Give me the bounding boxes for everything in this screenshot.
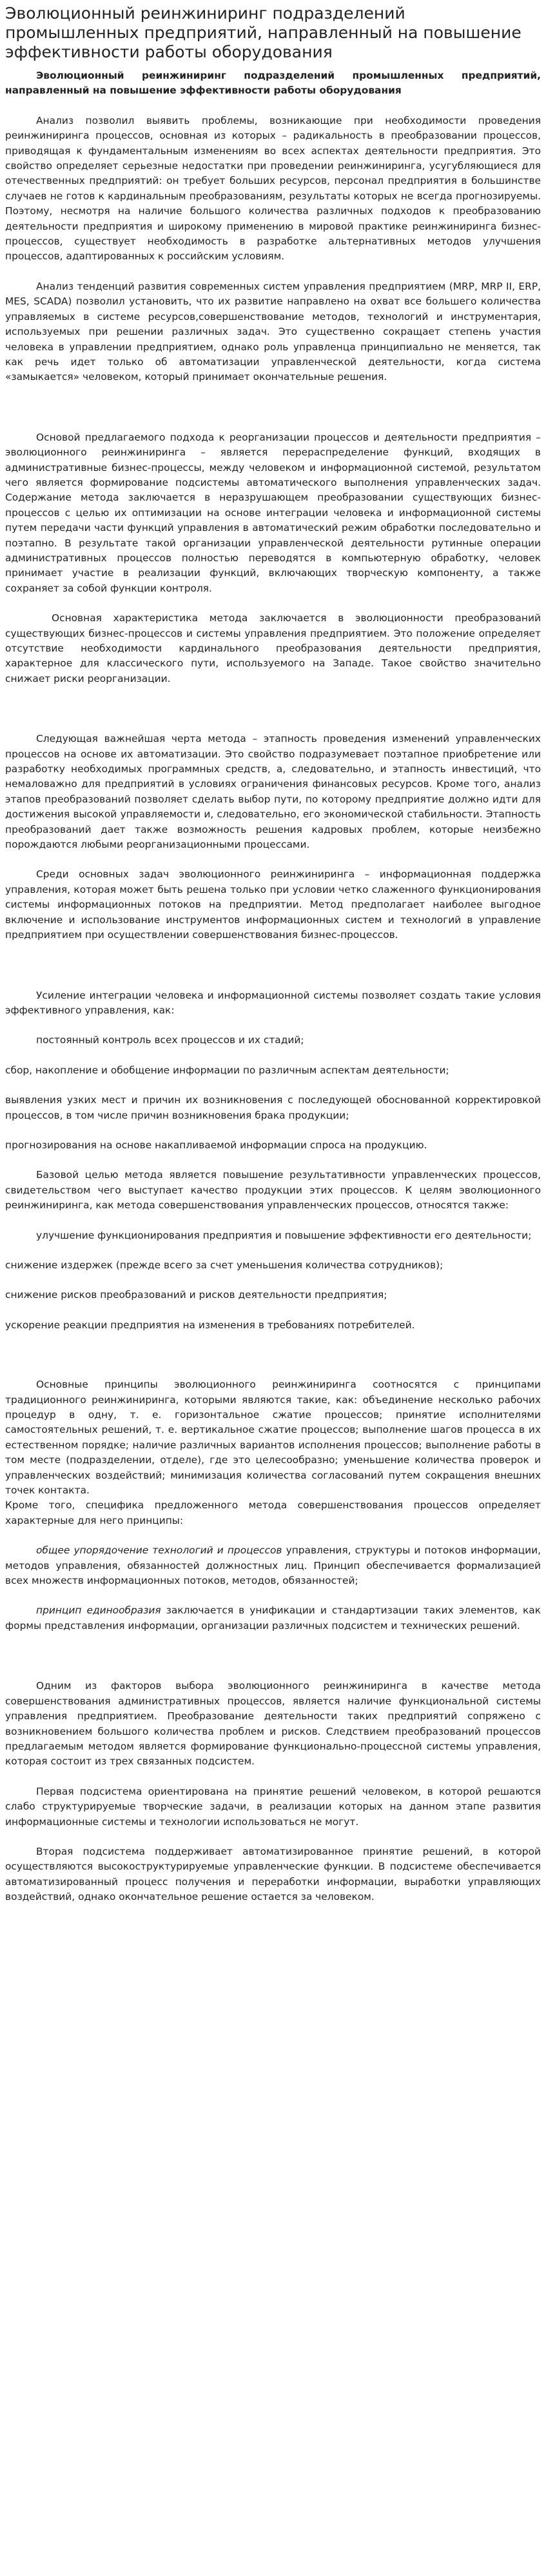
paragraph: Основная характеристика метода заключается в эволюционности преобразований существующих бизнес-процессов и системы управления предприятием. Это положение определяет отсутствие необходимости кардинального преобразования деятельности предприятия, характерное для классического пути, используемого на Западе. Такое свойство значительно снижает риски реорганизации.	[5, 612, 541, 684]
paragraph: Следующая важнейшая черта метода – этапность проведения изменений управленческих процессов на основе их автоматизации. Это свойство подразумевает поэтапное приобретение или разработку необходимых программных средств, а, следовательно, и этапность инвестиций, что немаловажно для предприятий в условиях ограничения финансовых ресурсов. Кроме того, анализ этапов преобразований позволяет сделать выбор пути, по которому предприятие должно идти для достижения высокой управляемости и, следовательно, его экономической стабильности. Этапность преобразований дает также возможность решения кадровых проблем, которые неизбежно порождаются любыми реорганизационными процессами.	[5, 733, 541, 851]
paragraph: Усиление интеграции человека и информационной системы позволяет создать такие условия эффективного управления, как:	[5, 989, 541, 1016]
list-item: общее упорядочение технологий и процессов управления, структуры и потоков информации, методов управления, обязанностей должностных лиц. Принцип обеспечивается формализацией всех множеств информационных потоков, методов, обязанностей;	[5, 1544, 541, 1587]
paragraph: Анализ тенденций развития современных систем управления предприятием (MRP, MRP II, ERP, MES, SCADA) позволил установить, что их развитие направлено на охват все большего количества управляемых в системе ресурсов,совершенствование методов, технологий и инструментария, используемых при решении различных задач. Это существенно сокращает степень участия человека в управлении предприятием, однако роль управленца принципиально не меняется, так как речь идет только об автоматизации управленческой деятельности, когда система «замыкается» человеком, который принимает окончательные решения.	[5, 280, 541, 383]
paragraph: Вторая подсистема поддерживает автоматизированное принятие решений, в которой осуществляются высокоструктурируемые управленческие функции. В подсистеме обеспечивается автоматизированный процесс получения и переработки информации, выработки управляющих воздействий, однако окончательное решение остается за человеком.	[5, 1845, 541, 1903]
list-item: прогнозирования на основе накапливаемой информации спроса на продукцию.	[5, 1139, 427, 1151]
paragraph: Среди основных задач эволюционного реинжиниринга – информационная поддержка управления, которая может быть решена только при условии четко слаженного функционирования системы информационных потоков на предприятии. Метод предполагает наиболее выгодное включение и использование инструментов информационных систем и технологий в управление предприятием при осуществлении совершенствования бизнес-процессов.	[5, 868, 541, 941]
paragraph: Анализ позволил выявить проблемы, возникающие при необходимости проведения реинжиниринга процессов, основная из которых – радикальность в преобразовании процессов, приводящая к фундаментальным изменениям во всех аспектах деятельности предприятия. Это свойство определяет серьезные недостатки при проведении реинжиниринга, усугубляющиеся для отечественных предприятий: он требует больших ресурсов, персонал предприятия в большинстве случаев не готов к кардинальным преобразованиям, результаты которых не всегда прогнозируемы. Поэтому, несмотря на наличие большого количества различных подходов к преобразованию деятельности предприятия и широкому применению в мировой практике реинжиниринга бизнес-процессов, существует необходимость в разработке альтернативных методов улучшения процессов, адаптированных к российским условиям.	[5, 114, 541, 263]
list-item: постоянный контроль всех процессов и их стадий;	[36, 1034, 304, 1046]
paragraph: Основой предлагаемого подхода к реорганизации процессов и деятельности предприятия – эволюционного реинжиниринга – является перераспределение функций, входящих в административные бизнес-процессы, между человеком и информационной системой, результатом чего является формирование подсистемы автоматического выполнения управленческих задач. Содержание метода заключается в неразрушающем преобразовании существующих бизнес-процессов с целью их оптимизации на основе интеграции человека и информационной системы путем передачи части функций управления в автоматический режим обработки последовательно и поэтапно. В результате такой организации управленческой деятельности рутинные операции административных процессов полностью переводятся в компьютерную обработку, человек принимает участие в реализации функций, включающих творческую компоненту, а также сохраняет за собой функции контроля.	[5, 431, 541, 594]
lead-heading: Эволюционный реинжиниринг подразделений промышленных предприятий, направленный на повышение эффективности работы оборудования	[5, 70, 541, 97]
paragraph: Кроме того, специфика предложенного метода совершенствования процессов определяет характерные для него принципы:	[5, 1499, 541, 1526]
paragraph: Одним из факторов выбора эволюционного реинжиниринга в качестве метода совершенствования административных процессов, является наличие функциональной системы управления предприятием. Преобразование деятельности таких предприятий сопряжено с возникновением большого количества проблем и рисков. Следствием преобразований процессов предлагаемым методом является формирование функционально-процессной системы управления, которая состоит из трех связанных подсистем.	[5, 1680, 541, 1768]
list-item: сбор, накопление и обобщение информации по различным аспектам деятельности;	[5, 1064, 449, 1076]
paragraph: Первая подсистема ориентирована на принятие решений человеком, в которой решаются слабо структурируемые творческие задачи, в реализации которых на данном этапе развития информационные системы и технологии использоваться не могут.	[5, 1785, 541, 1828]
emphasis: общее упорядочение технологий и процессов	[36, 1544, 282, 1557]
list-item: улучшение функционирования предприятия и повышение эффективности его деятельности;	[36, 1229, 532, 1241]
list-item: ускорение реакции предприятия на изменения в требованиях потребителей.	[5, 1319, 415, 1331]
list-item: снижение издержек (прежде всего за счет уменьшения количества сотрудников);	[5, 1259, 444, 1271]
page-title: Эволюционный реинжиниринг подразделений промышленных предприятий, направленный на повышение эффективности работы оборудования	[5, 4, 522, 61]
paragraph: Базовой целью метода является повышение результативности управленческих процессов, свидетельством чего выступает качество продукции этих процессов. К целям эволюционного реинжиниринга, как метода совершенствования управленческих процессов, относятся также:	[5, 1169, 541, 1212]
emphasis: принцип единообразия	[36, 1604, 161, 1617]
list-item: снижение рисков преобразований и рисков деятельности предприятия;	[5, 1289, 387, 1301]
list-item: выявления узких мест и причин их возникновения с последующей обоснованной корректировкой процессов, в том числе причин возникновения брака продукции;	[5, 1094, 541, 1121]
article-body	[5, 68, 541, 1905]
paragraph: Основные принципы эволюционного реинжиниринга соотносятся с принципами традиционного реинжиниринга, которыми являются такие, как: объединение несколько рабочих процедур в одну, т. е. горизонтальное сжатие процессов; принятие исполнителями самостоятельных решений, т. е. вертикальное сжатие процессов; выполнение шагов процесса в их естественном порядке; наличие различных вариантов исполнения процессов; выполнение работы в том месте (подразделении, отделе), где это целесообразно; уменьшение количества проверок и управленческих воздействий; минимизация количества согласований путем сокращения внешних точек контакта.	[5, 1379, 541, 1497]
list-item: принцип единообразия заключается в унификации и стандартизации таких элементов, как формы представления информации, организации различных подсистем и технических решений.	[5, 1604, 541, 1632]
